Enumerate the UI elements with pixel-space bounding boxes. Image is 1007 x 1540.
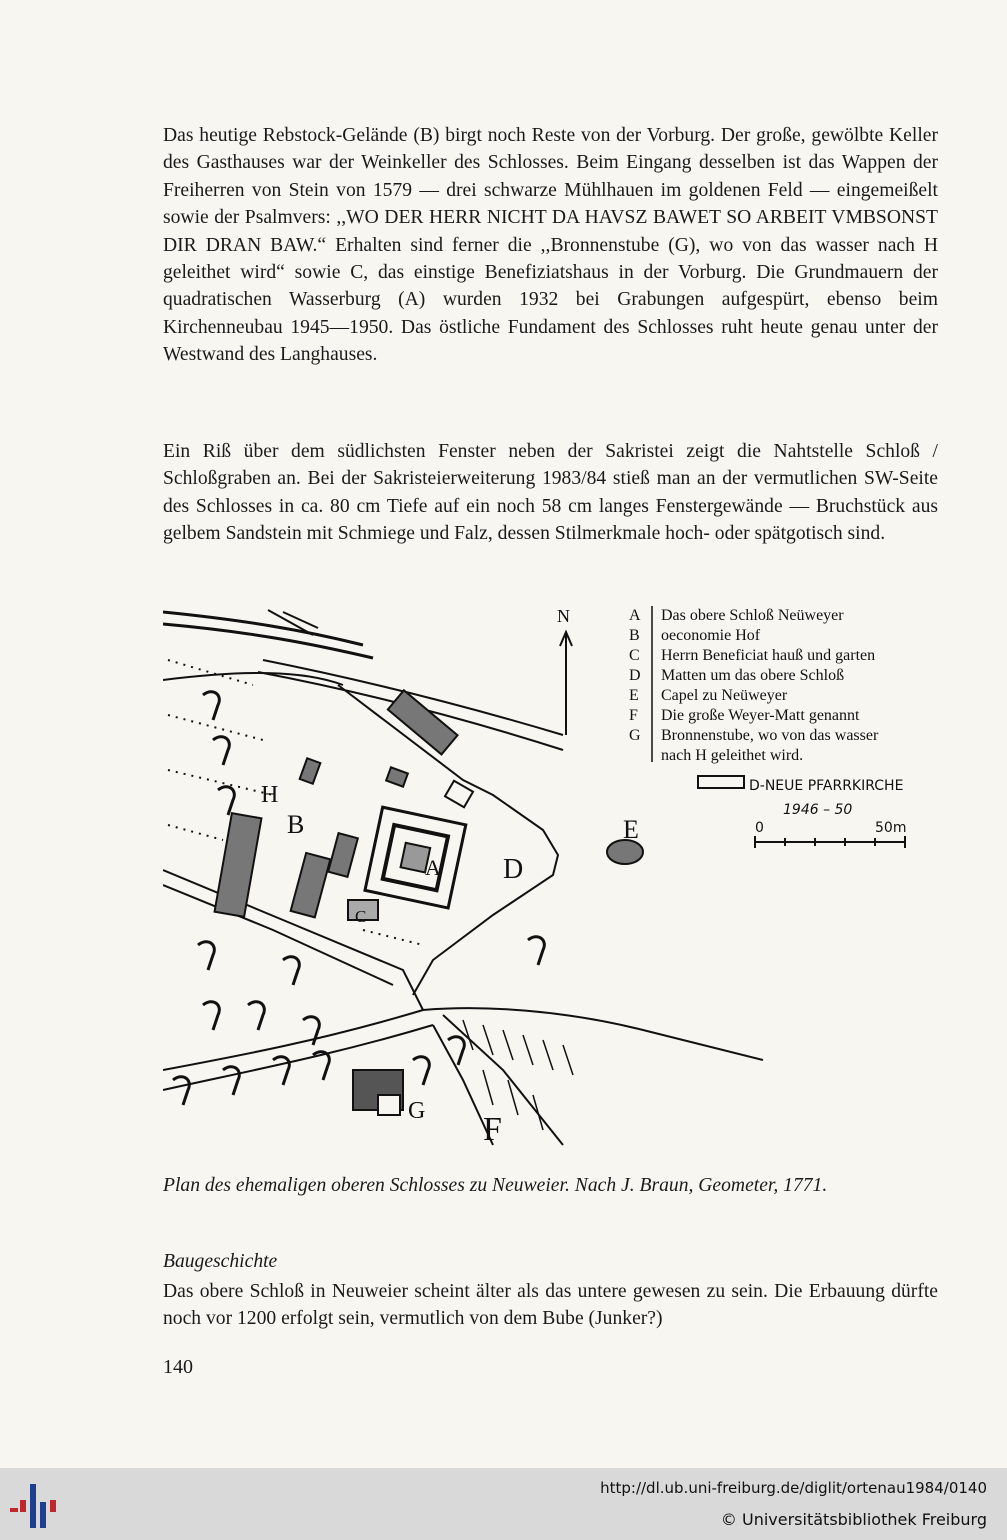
map-letter-c: C bbox=[355, 907, 367, 926]
legend-text-g: Bronnenstube, wo von das wasser bbox=[661, 727, 879, 744]
legend-text-c: Herrn Beneficiat hauß und garten bbox=[661, 647, 876, 664]
footer-library-name: © Universitätsbibliothek Freiburg bbox=[720, 1510, 987, 1529]
legend-key-b: B bbox=[629, 627, 640, 644]
new-church-label: D-NEUE PFARRKIRCHE bbox=[749, 778, 904, 794]
scale-bar bbox=[755, 836, 905, 848]
legend-text-b: oeconomie Hof bbox=[661, 627, 761, 644]
map-letter-a: A bbox=[425, 855, 441, 880]
new-church-symbol bbox=[698, 776, 744, 788]
footer-url-link[interactable]: http://dl.ub.uni-freiburg.de/diglit/ortenau1984/0140 bbox=[600, 1479, 987, 1497]
legend-text-a: Das obere Schloß Neüweyer bbox=[661, 607, 844, 624]
scale-start-label: 0 bbox=[755, 820, 764, 836]
legend-text-f: Die große Weyer-Matt genannt bbox=[661, 707, 860, 724]
page-number: 140 bbox=[163, 1356, 193, 1378]
castle-plan-figure bbox=[163, 600, 938, 1160]
map-letter-d: D bbox=[503, 854, 524, 885]
paragraph-1-text: Das heutige Rebstock-Gelände (B) birgt noch Reste von der Vorburg. Der große, gewölbte Keller des Gasthauses war der Weinkeller des Schlosses. Beim Eingang desselben ist das Wappen der Freiherren von Stein von 1579 — drei schwarze Mühlhauen im goldenen Feld — eingemeißelt sowie der Psalmvers: ,,WO DER HERR NICHT DA HAVSZ BAWET SO ARBEIT VMBSONST DIR DRAN BAW.“ Erhalten sind ferner die ,,Bronnenstube (G), wo von das wasser nach H geleithet wird“ sowie C, das einstige Benefiziatshaus in der Vorburg. Die Grundmauern der quadratischen Wasserburg (A) wurden 1932 bei Grabungen aufgespürt, ebenso beim Kirchenneubau 1945—1950. Das östliche Fundament des Schlosses ruht heute genau unter der Westwand des Langhauses. bbox=[163, 125, 938, 366]
legend-key-d: D bbox=[629, 667, 641, 684]
map-letter-g: G bbox=[408, 1098, 426, 1124]
legend-text-g-cont: nach H geleithet wird. bbox=[661, 747, 804, 764]
legend-key-a: A bbox=[629, 607, 641, 624]
legend-key-f: F bbox=[629, 707, 638, 724]
map-letter-e: E bbox=[623, 815, 639, 844]
paragraph-2 bbox=[163, 438, 938, 548]
legend-key-c: C bbox=[629, 647, 640, 664]
legend-text-e: Capel zu Neüweyer bbox=[661, 687, 788, 704]
paragraph-2-text: Ein Riß über dem südlichsten Fenster neben der Sakristei zeigt die Nahtstelle Schloß / Schloßgraben an. Bei der Sakristeierweiterung 1983/84 stieß man an der vermutlichen SW-Seite des Schlosses in ca. 80 cm Tiefe auf ein noch 58 cm langes Fenstergewände — Bruchstück aus gelbem Sandstein mit Schmiege und Falz, dessen Stilmerkmale hoch- oder spätgotisch sind. bbox=[163, 441, 938, 545]
map-letter-f: F bbox=[483, 1111, 502, 1148]
figure-caption: Plan des ehemaligen oberen Schlosses zu Neuweier. Nach J. Braun, Geometer, 1771. bbox=[163, 1175, 828, 1196]
scale-end-label: 50m bbox=[875, 820, 907, 836]
north-label: N bbox=[557, 606, 570, 626]
section-paragraph: Das obere Schloß in Neuweier scheint älter als das untere gewesen zu sein. Die Erbauung dürfte noch vor 1200 erfolgt sein, vermutlich von dem Bube (Junker?) bbox=[163, 1281, 938, 1329]
legend-key-g: G bbox=[629, 727, 641, 744]
legend-key-e: E bbox=[629, 687, 639, 704]
castle-plan-map bbox=[163, 600, 938, 1160]
legend-text-d: Matten um das obere Schloß bbox=[661, 667, 845, 684]
section-heading: Baugeschichte bbox=[163, 1251, 278, 1272]
map-letter-b: B bbox=[287, 810, 305, 839]
map-legend bbox=[629, 607, 879, 764]
paragraph-1 bbox=[163, 122, 938, 369]
new-church-years: 1946 – 50 bbox=[783, 802, 853, 818]
map-letter-h: H bbox=[261, 782, 279, 808]
library-logo-icon bbox=[10, 1478, 66, 1534]
